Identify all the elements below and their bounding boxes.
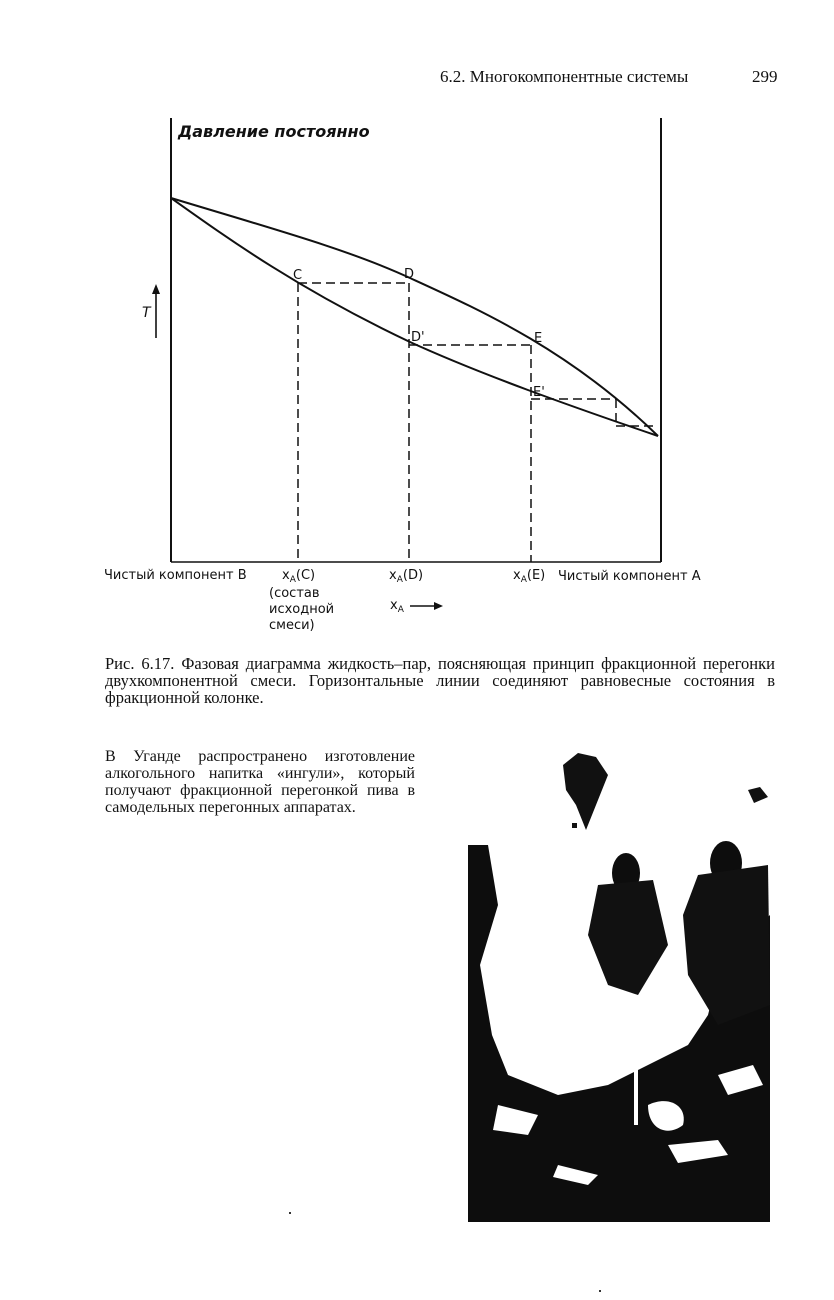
composition-note-line-2: исходной — [269, 602, 335, 617]
point-label-d: D — [404, 267, 415, 282]
composition-note-line-1: (состав — [269, 586, 320, 601]
point-label-e-prime: E' — [533, 385, 545, 400]
tie-lines — [298, 283, 655, 562]
print-speck — [599, 1290, 601, 1292]
point-label-e: E — [534, 331, 543, 346]
point-label-c: C — [293, 268, 303, 283]
side-text-paragraph: В Уганде распространено изготовление алкогольного напитка «ингули», который получают фракционной перегонкой пива в самодельных перегонных аппаратах. — [105, 748, 415, 816]
y-axis-label: T — [142, 305, 151, 321]
running-head-section: 6.2. Многокомпонентные системы — [440, 67, 689, 86]
right-axis-label: Чистый компонент A — [558, 569, 701, 584]
vapor-curve — [171, 198, 658, 436]
distillation-photo — [468, 745, 770, 1222]
page-number: 299 — [752, 67, 778, 86]
tick-label-xa-c: $x_A(C)$ — [282, 568, 316, 585]
tick-label-xa-e: $x_A(E)$ — [513, 568, 546, 585]
point-label-d-prime: D' — [411, 330, 425, 345]
tick-label-xa-d: $x_A(D)$ — [389, 568, 424, 585]
figure-caption: Рис. 6.17. Фазовая диаграмма жидкость–пар, поясняющая принцип фракционной перегонки двухкомпонентной смеси. Горизонтальные линии соединяют равновесные состояния в фракционной колонке. — [105, 654, 775, 707]
phase-diagram-figure — [100, 110, 740, 640]
y-axis-arrow-head — [152, 284, 160, 294]
phase-diagram-svg — [100, 110, 740, 640]
liquid-curve — [171, 198, 658, 436]
photo-image — [468, 745, 770, 1222]
print-speck — [289, 1212, 291, 1214]
composition-note-line-3: смеси) — [269, 618, 315, 633]
left-axis-label: Чистый компонент B — [104, 568, 247, 583]
x-arrow-head — [434, 602, 443, 610]
x-arrow-label: $x_A$ — [390, 598, 404, 615]
diagram-title: Давление постоянно — [178, 122, 370, 141]
